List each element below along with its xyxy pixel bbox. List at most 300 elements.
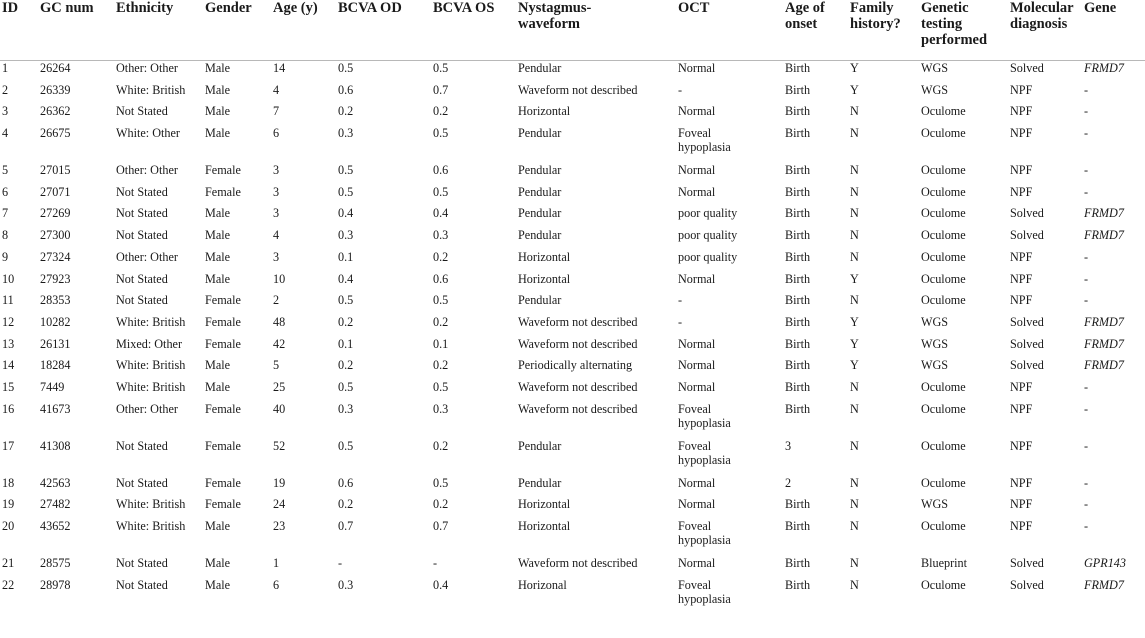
- cell-oct: [678, 315, 785, 337]
- cell-id: [0, 126, 40, 163]
- header-bcva-os-label: BCVA OS: [433, 0, 495, 16]
- cell-ethnicity: [116, 497, 205, 519]
- cell-gender-text: Male: [205, 249, 231, 264]
- cell-molecular-diagnosis-text: NPF: [1010, 293, 1033, 308]
- cell-gc-num-text: 28978: [40, 577, 71, 592]
- cell-oct-text: Foveal hypoplasia: [678, 401, 731, 430]
- cell-gender: [205, 497, 273, 519]
- cell-id: [0, 185, 40, 207]
- cell-oct: [678, 497, 785, 519]
- cell-age-text: 5: [273, 358, 280, 373]
- header-age: [273, 0, 338, 61]
- cell-bcva-os: [433, 358, 518, 380]
- cell-id: [0, 228, 40, 250]
- cell-molecular-diagnosis-text: Solved: [1010, 556, 1044, 570]
- cell-gene: [1084, 272, 1145, 294]
- cell-genetic-testing-text: Oculome: [921, 163, 966, 178]
- cell-age-of-onset: [785, 358, 850, 380]
- cell-bcva-os-text: 0.6: [433, 163, 449, 178]
- cell-oct-text: Normal: [678, 271, 716, 286]
- cell-gc-num: [40, 439, 116, 476]
- cell-bcva-od: [338, 185, 433, 207]
- cell-genetic-testing-text: Oculome: [921, 577, 966, 592]
- cell-gc-num-text: 27015: [40, 163, 71, 178]
- cell-age-of-onset-text: Birth: [785, 82, 811, 97]
- cell-gc-num: [40, 402, 116, 439]
- cell-ethnicity-text: Other: Other: [116, 163, 178, 178]
- cell-age-text: 3: [273, 163, 280, 178]
- cell-genetic-testing: [921, 104, 1010, 126]
- cell-bcva-od: [338, 83, 433, 105]
- header-molecular-diagnosis-label: Molecular diagnosis: [1010, 0, 1074, 32]
- cell-bcva-od-text: 0.2: [338, 497, 354, 512]
- cell-age: [273, 380, 338, 402]
- cell-nystagmus-waveform: [518, 315, 678, 337]
- cell-bcva-od-text: 0.6: [338, 82, 354, 97]
- cell-oct-text: Normal: [678, 163, 716, 178]
- cell-family-history: [850, 61, 921, 83]
- cell-id: [0, 293, 40, 315]
- header-id: [0, 0, 40, 61]
- cell-nystagmus-waveform: [518, 337, 678, 359]
- cell-gender: [205, 163, 273, 185]
- cell-nystagmus-waveform: [518, 293, 678, 315]
- cell-ethnicity-text: Not Stated: [116, 184, 168, 199]
- cell-nystagmus-waveform-text: Waveform not described: [518, 401, 638, 416]
- cell-family-history-text: N: [850, 438, 859, 453]
- header-age-of-onset-label: Age of onset: [785, 0, 825, 32]
- cell-gc-num: [40, 126, 116, 163]
- cell-family-history-text: N: [850, 577, 859, 592]
- cell-ethnicity-text: White: British: [116, 497, 186, 512]
- cell-oct-text: Normal: [678, 336, 716, 351]
- cell-age-of-onset-text: Birth: [785, 314, 811, 329]
- table-row: [0, 250, 1145, 272]
- cell-age-text: 3: [273, 184, 280, 199]
- cell-gc-num-text: 26131: [40, 336, 71, 351]
- cell-oct: [678, 163, 785, 185]
- cell-bcva-os-text: 0.4: [433, 206, 449, 221]
- cell-gene-text: -: [1084, 126, 1089, 141]
- cell-gene: [1084, 61, 1145, 83]
- cell-ethnicity: [116, 250, 205, 272]
- cell-id: [0, 380, 40, 402]
- table-row: [0, 228, 1145, 250]
- cell-age-text: 23: [273, 519, 286, 533]
- cell-genetic-testing: [921, 315, 1010, 337]
- cell-gene: [1084, 228, 1145, 250]
- cell-age: [273, 497, 338, 519]
- cell-gender: [205, 315, 273, 337]
- cell-genetic-testing: [921, 185, 1010, 207]
- header-bcva-od: [338, 0, 433, 61]
- cell-molecular-diagnosis: [1010, 519, 1084, 556]
- cell-genetic-testing-text: WGS: [921, 314, 949, 329]
- cell-gc-num: [40, 163, 116, 185]
- cell-gene: [1084, 163, 1145, 185]
- cell-bcva-os: [433, 126, 518, 163]
- cell-gene-text: FRMD7: [1084, 61, 1124, 75]
- cell-genetic-testing: [921, 556, 1010, 578]
- cell-genetic-testing: [921, 206, 1010, 228]
- cell-age-of-onset-text: Birth: [785, 228, 811, 243]
- cell-molecular-diagnosis: [1010, 315, 1084, 337]
- cell-oct: [678, 104, 785, 126]
- cell-gene: [1084, 439, 1145, 476]
- cell-id: [0, 61, 40, 83]
- cell-age-of-onset: [785, 556, 850, 578]
- cell-bcva-os: [433, 497, 518, 519]
- cell-molecular-diagnosis: [1010, 337, 1084, 359]
- cell-molecular-diagnosis: [1010, 61, 1084, 83]
- table-row: [0, 556, 1145, 578]
- cell-age: [273, 228, 338, 250]
- cell-molecular-diagnosis-text: NPF: [1010, 438, 1033, 453]
- cell-bcva-os-text: 0.7: [433, 519, 449, 533]
- cell-bcva-od-text: 0.5: [338, 438, 354, 453]
- cell-family-history-text: Y: [850, 82, 859, 97]
- cell-genetic-testing-text: Oculome: [921, 184, 966, 199]
- cell-oct-text: poor quality: [678, 206, 738, 221]
- cell-ethnicity-text: White: British: [116, 314, 186, 329]
- cell-id: [0, 272, 40, 294]
- cell-molecular-diagnosis-text: Solved: [1010, 358, 1044, 373]
- cell-gene: [1084, 185, 1145, 207]
- cell-age-text: 2: [273, 293, 280, 308]
- cell-ethnicity-text: Mixed: Other: [116, 336, 183, 351]
- cell-age: [273, 104, 338, 126]
- cell-gene-text: -: [1084, 249, 1089, 264]
- cell-genetic-testing-text: WGS: [921, 358, 949, 373]
- cell-nystagmus-waveform: [518, 206, 678, 228]
- cell-genetic-testing-text: WGS: [921, 82, 949, 97]
- cell-oct: [678, 293, 785, 315]
- cell-id-text: 17: [2, 438, 15, 453]
- cell-nystagmus-waveform: [518, 83, 678, 105]
- cell-bcva-os-text: -: [433, 556, 438, 570]
- cell-id: [0, 315, 40, 337]
- cell-molecular-diagnosis-text: NPF: [1010, 82, 1033, 97]
- cell-ethnicity: [116, 578, 205, 615]
- cell-age-of-onset: [785, 250, 850, 272]
- cell-id-text: 3: [2, 104, 9, 119]
- cell-age: [273, 439, 338, 476]
- cell-bcva-os: [433, 380, 518, 402]
- cell-gc-num: [40, 578, 116, 615]
- cell-nystagmus-waveform-text: Horizontal: [518, 249, 571, 264]
- cell-nystagmus-waveform-text: Pendular: [518, 163, 562, 178]
- cell-id-text: 21: [2, 556, 15, 570]
- cell-bcva-od: [338, 402, 433, 439]
- cell-bcva-os: [433, 206, 518, 228]
- cell-nystagmus-waveform-text: Pendular: [518, 293, 562, 308]
- cell-ethnicity: [116, 315, 205, 337]
- cell-genetic-testing-text: Oculome: [921, 228, 966, 243]
- cell-age-of-onset: [785, 402, 850, 439]
- cell-id: [0, 402, 40, 439]
- cell-nystagmus-waveform-text: Pendular: [518, 228, 562, 243]
- cell-age-text: 19: [273, 475, 286, 490]
- cell-ethnicity-text: Other: Other: [116, 249, 178, 264]
- cell-gene-text: FRMD7: [1084, 206, 1124, 221]
- cell-age-text: 1: [273, 556, 280, 570]
- cell-gc-num: [40, 315, 116, 337]
- table-row: [0, 185, 1145, 207]
- cell-genetic-testing: [921, 519, 1010, 556]
- cell-ethnicity: [116, 228, 205, 250]
- cell-age-of-onset: [785, 476, 850, 498]
- cell-bcva-os-text: 0.2: [433, 358, 449, 373]
- header-age-of-onset: [785, 0, 850, 61]
- cell-nystagmus-waveform: [518, 61, 678, 83]
- cell-age-of-onset-text: Birth: [785, 271, 811, 286]
- cell-gene: [1084, 83, 1145, 105]
- cell-gene-text: -: [1084, 163, 1089, 178]
- cell-family-history-text: Y: [850, 61, 859, 75]
- cell-molecular-diagnosis-text: Solved: [1010, 61, 1044, 75]
- cell-gc-num: [40, 61, 116, 83]
- cell-family-history-text: N: [850, 228, 859, 243]
- cell-gc-num: [40, 519, 116, 556]
- cell-gene-text: GPR143: [1084, 556, 1126, 570]
- cell-genetic-testing: [921, 402, 1010, 439]
- cell-bcva-os-text: 0.4: [433, 577, 449, 592]
- cell-age-of-onset-text: Birth: [785, 163, 811, 178]
- cell-bcva-os: [433, 61, 518, 83]
- cell-nystagmus-waveform-text: Horizonal: [518, 577, 567, 592]
- cell-oct: [678, 206, 785, 228]
- cell-oct-text: Normal: [678, 556, 716, 570]
- cell-molecular-diagnosis-text: NPF: [1010, 497, 1033, 512]
- cell-nystagmus-waveform-text: Waveform not described: [518, 314, 638, 329]
- cell-age-text: 4: [273, 82, 280, 97]
- cell-nystagmus-waveform-text: Waveform not described: [518, 379, 638, 394]
- cell-bcva-os-text: 0.7: [433, 82, 449, 97]
- cell-bcva-od: [338, 61, 433, 83]
- cell-oct-text: Normal: [678, 358, 716, 373]
- header-id-label: ID: [2, 0, 19, 16]
- cell-gc-num-text: 26339: [40, 82, 71, 97]
- cell-id-text: 12: [2, 314, 15, 329]
- cell-gender: [205, 439, 273, 476]
- header-row: [0, 0, 1145, 61]
- cell-bcva-od-text: 0.1: [338, 336, 354, 351]
- cell-genetic-testing: [921, 272, 1010, 294]
- cell-bcva-os: [433, 556, 518, 578]
- cell-gc-num: [40, 556, 116, 578]
- cell-bcva-od-text: 0.5: [338, 184, 354, 199]
- cell-genetic-testing-text: Oculome: [921, 379, 966, 394]
- cell-gene: [1084, 519, 1145, 556]
- cell-age-of-onset: [785, 228, 850, 250]
- cell-bcva-od: [338, 126, 433, 163]
- cell-gene: [1084, 556, 1145, 578]
- table-row: [0, 476, 1145, 498]
- cell-family-history-text: N: [850, 104, 859, 119]
- cell-id-text: 7: [2, 206, 9, 221]
- cell-oct: [678, 556, 785, 578]
- cell-gender: [205, 402, 273, 439]
- cell-id-text: 8: [2, 228, 9, 243]
- table-row: [0, 163, 1145, 185]
- cell-gene-text: FRMD7: [1084, 358, 1124, 373]
- cell-bcva-os-text: 0.2: [433, 497, 449, 512]
- cell-gc-num: [40, 83, 116, 105]
- cell-nystagmus-waveform: [518, 402, 678, 439]
- cell-ethnicity-text: Not Stated: [116, 475, 168, 490]
- cell-gender-text: Female: [205, 475, 241, 490]
- cell-age-of-onset-text: Birth: [785, 336, 811, 351]
- cell-age-of-onset: [785, 439, 850, 476]
- cell-ethnicity-text: White: British: [116, 358, 186, 373]
- cell-nystagmus-waveform-text: Pendular: [518, 438, 562, 453]
- cell-age-text: 7: [273, 104, 280, 119]
- header-family-history-label: Family history?: [850, 0, 901, 32]
- cell-bcva-od: [338, 163, 433, 185]
- cell-gene-text: -: [1084, 184, 1089, 199]
- cell-age-text: 10: [273, 271, 286, 286]
- cell-oct: [678, 61, 785, 83]
- cell-age: [273, 272, 338, 294]
- cell-molecular-diagnosis-text: Solved: [1010, 577, 1044, 592]
- cell-bcva-od-text: 0.4: [338, 271, 354, 286]
- cell-bcva-od-text: 0.2: [338, 104, 354, 119]
- cell-oct: [678, 402, 785, 439]
- cell-family-history-text: N: [850, 497, 859, 512]
- cell-family-history: [850, 497, 921, 519]
- cell-oct: [678, 126, 785, 163]
- cell-bcva-os-text: 0.2: [433, 438, 449, 453]
- cell-age-of-onset: [785, 126, 850, 163]
- cell-bcva-os-text: 0.3: [433, 228, 449, 243]
- cell-age: [273, 83, 338, 105]
- cell-nystagmus-waveform: [518, 380, 678, 402]
- cell-gender-text: Male: [205, 82, 231, 97]
- cell-bcva-od: [338, 250, 433, 272]
- cell-gene: [1084, 578, 1145, 615]
- table-row: [0, 126, 1145, 163]
- cell-nystagmus-waveform: [518, 163, 678, 185]
- cell-molecular-diagnosis: [1010, 163, 1084, 185]
- cell-gene: [1084, 497, 1145, 519]
- cell-bcva-os-text: 0.5: [433, 293, 449, 308]
- cell-age: [273, 163, 338, 185]
- cell-gender: [205, 578, 273, 615]
- table-header: [0, 0, 1145, 61]
- cell-family-history-text: N: [850, 184, 859, 199]
- cell-age-of-onset-text: Birth: [785, 497, 811, 512]
- cell-ethnicity-text: Not Stated: [116, 206, 168, 221]
- cell-molecular-diagnosis: [1010, 126, 1084, 163]
- cell-ethnicity: [116, 61, 205, 83]
- cell-family-history: [850, 476, 921, 498]
- cell-molecular-diagnosis: [1010, 358, 1084, 380]
- cell-gender-text: Female: [205, 438, 241, 453]
- cell-gender-text: Female: [205, 163, 241, 178]
- cell-gene: [1084, 293, 1145, 315]
- cell-bcva-os-text: 0.5: [433, 126, 449, 141]
- cell-nystagmus-waveform-text: Pendular: [518, 206, 562, 221]
- cell-gender-text: Male: [205, 358, 231, 373]
- cell-gene-text: -: [1084, 104, 1089, 119]
- cell-molecular-diagnosis: [1010, 250, 1084, 272]
- cell-genetic-testing-text: WGS: [921, 336, 949, 351]
- cell-bcva-os: [433, 104, 518, 126]
- cell-ethnicity-text: White: British: [116, 82, 186, 97]
- cell-bcva-os-text: 0.6: [433, 271, 449, 286]
- cell-molecular-diagnosis: [1010, 206, 1084, 228]
- cell-family-history-text: N: [850, 249, 859, 264]
- cell-age-of-onset-text: Birth: [785, 249, 811, 264]
- cell-gender: [205, 126, 273, 163]
- cell-bcva-od: [338, 556, 433, 578]
- cell-gene-text: FRMD7: [1084, 336, 1124, 351]
- cell-bcva-od: [338, 519, 433, 556]
- cell-genetic-testing-text: Blueprint: [921, 556, 968, 570]
- cell-bcva-od-text: 0.5: [338, 61, 354, 75]
- table-row: [0, 519, 1145, 556]
- cell-family-history-text: Y: [850, 358, 859, 373]
- cell-nystagmus-waveform: [518, 185, 678, 207]
- cell-nystagmus-waveform: [518, 228, 678, 250]
- cell-age-text: 52: [273, 438, 286, 453]
- cell-age-of-onset-text: Birth: [785, 104, 811, 119]
- cell-genetic-testing: [921, 337, 1010, 359]
- cell-ethnicity: [116, 206, 205, 228]
- cell-gender: [205, 380, 273, 402]
- cell-bcva-od: [338, 439, 433, 476]
- table-row: [0, 315, 1145, 337]
- cell-genetic-testing-text: WGS: [921, 61, 949, 75]
- cell-gc-num: [40, 272, 116, 294]
- table-row: [0, 380, 1145, 402]
- cell-id-text: 18: [2, 475, 15, 490]
- cell-gene: [1084, 250, 1145, 272]
- cell-molecular-diagnosis-text: Solved: [1010, 314, 1044, 329]
- cell-gender: [205, 104, 273, 126]
- header-gc-num-label: GC num: [40, 0, 94, 16]
- cell-ethnicity: [116, 556, 205, 578]
- cell-id: [0, 83, 40, 105]
- cell-id-text: 6: [2, 184, 9, 199]
- cell-bcva-od: [338, 476, 433, 498]
- cell-age-text: 4: [273, 228, 280, 243]
- cell-age-of-onset-text: Birth: [785, 556, 811, 570]
- cell-gc-num-text: 41308: [40, 438, 71, 453]
- cell-gc-num-text: 18284: [40, 358, 71, 373]
- cell-gene: [1084, 402, 1145, 439]
- cell-bcva-od: [338, 337, 433, 359]
- cell-gender-text: Female: [205, 497, 241, 512]
- header-nystagmus-waveform: [518, 0, 678, 61]
- cell-gender: [205, 83, 273, 105]
- cell-id-text: 16: [2, 401, 15, 416]
- cell-gc-num-text: 27482: [40, 497, 71, 512]
- cell-id: [0, 497, 40, 519]
- header-gene: [1084, 0, 1145, 61]
- cell-molecular-diagnosis-text: NPF: [1010, 249, 1033, 264]
- cell-nystagmus-waveform-text: Pendular: [518, 61, 562, 75]
- cell-bcva-od: [338, 228, 433, 250]
- cell-ethnicity-text: Not Stated: [116, 577, 168, 592]
- cell-molecular-diagnosis: [1010, 476, 1084, 498]
- cell-id-text: 4: [2, 126, 9, 141]
- cell-gender: [205, 337, 273, 359]
- cell-age-of-onset: [785, 83, 850, 105]
- cell-gender-text: Female: [205, 401, 241, 416]
- cell-oct-text: poor quality: [678, 249, 738, 264]
- cell-age: [273, 476, 338, 498]
